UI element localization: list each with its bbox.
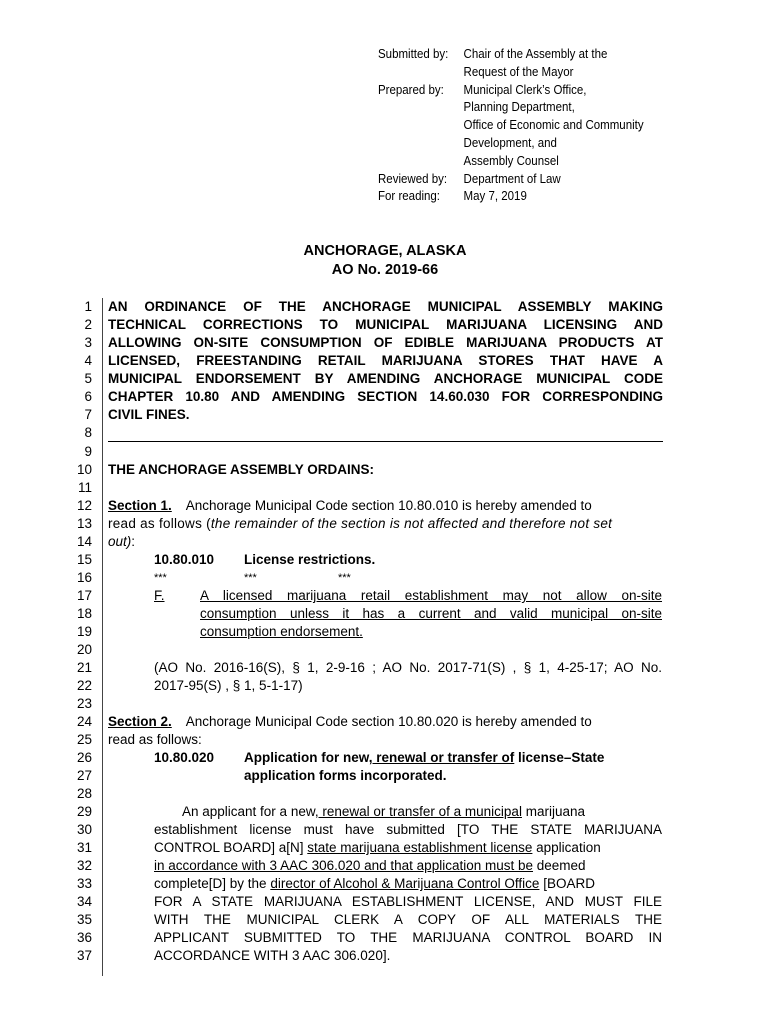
header-value: May 7, 2019: [463, 189, 527, 204]
section-2-paragraph-line: ACCORDANCE WITH 3 AAC 306.020].: [154, 948, 391, 963]
section-2-paragraph-line: WITH THE MUNICIPAL CLERK A COPY OF ALL MATERIALS THE: [154, 912, 662, 927]
header-key: Submitted by:: [378, 47, 449, 61]
line-number: 27: [76, 768, 92, 783]
section-2-code-number: 10.80.020: [154, 750, 215, 765]
line-number: 7: [84, 407, 92, 422]
section-1-line-3: [108, 533, 663, 551]
line-number: 18: [76, 606, 92, 621]
section-2-paragraph-line: [154, 857, 662, 875]
header-value: Planning Department,: [463, 100, 575, 115]
ordinance-caption-line: TECHNICAL CORRECTIONS TO MUNICIPAL MARIJUANA LICENSING AND: [108, 317, 663, 332]
section-1-label: Section 1.: [108, 498, 172, 513]
line-number: 26: [76, 750, 92, 765]
text-run: An applicant for a new: [182, 804, 315, 819]
header-value: Department of Law: [463, 171, 561, 186]
line-number: 13: [76, 516, 92, 531]
ordinance-caption-line: AN ORDINANCE OF THE ANCHORAGE MUNICIPAL ASSEMBLY MAKING: [108, 299, 663, 314]
section-2-paragraph-line: [182, 803, 662, 821]
underlined-text-run: in accordance with 3 AAC 306.020 and that application must be: [154, 858, 533, 873]
header-row: [378, 188, 657, 206]
line-number: 2: [84, 317, 92, 332]
header-key: [378, 153, 464, 171]
line-number-divider: [102, 298, 103, 976]
header-value: Chair of the Assembly at the: [463, 47, 608, 61]
italic-text-run: out): [108, 534, 132, 549]
header-row: [378, 117, 657, 135]
section-1-intro: [108, 497, 663, 515]
line-number: 21: [76, 660, 92, 675]
text-run: deemed: [533, 858, 586, 873]
line-number: 14: [76, 534, 92, 549]
header-value: Municipal Clerk’s Office,: [463, 82, 587, 97]
underlined-text-run: , renewal or transfer of a municipal: [314, 804, 522, 819]
header-row: [378, 135, 657, 153]
line-number: 12: [76, 498, 92, 513]
header-value: Development, and: [463, 135, 557, 150]
line-number: 33: [76, 876, 92, 891]
line-number: 11: [77, 480, 92, 495]
subsection-f-text: A licensed marijuana retail establishment may not allow on-site: [200, 588, 662, 603]
line-number: 4: [84, 353, 92, 368]
section-2-code-title: application forms incorporated.: [244, 768, 447, 783]
header-row: [378, 171, 657, 189]
line-number: 17: [76, 588, 92, 603]
underlined-text-run: , renewal or transfer of: [368, 750, 515, 765]
text-run: :: [131, 534, 136, 549]
header-row: [378, 99, 657, 117]
text-run: Application for new: [244, 750, 369, 765]
section-1-text: Anchorage Municipal Code section 10.80.010 is hereby amended to: [185, 498, 592, 513]
line-number: 24: [76, 714, 92, 729]
subsection-f-text: consumption endorsement.: [200, 624, 363, 639]
caption-divider: [108, 441, 663, 442]
line-number: 19: [76, 624, 92, 639]
header-row: [378, 46, 657, 64]
line-number: 22: [76, 678, 92, 693]
ordinance-caption-line: CHAPTER 10.80 AND AMENDING SECTION 14.60.030 FOR CORRESPONDING: [108, 389, 663, 404]
line-number: 16: [76, 570, 92, 585]
section-1-history: 2017-95(S) , § 1, 5-1-17): [154, 678, 303, 693]
section-2-text: Anchorage Municipal Code section 10.80.020 is hereby amended to: [185, 714, 592, 729]
section-2-paragraph-line: [154, 839, 662, 857]
line-number: 23: [76, 696, 92, 711]
line-number: 31: [76, 840, 92, 855]
section-1-code-title: License restrictions.: [244, 552, 376, 567]
header-key: [378, 64, 464, 82]
text-run: application: [532, 840, 601, 855]
line-number: 29: [76, 804, 92, 819]
header-key: For reading:: [378, 189, 441, 204]
ordinance-caption-line: CIVIL FINES.: [108, 407, 190, 422]
text-run: CONTROL BOARD] a[N]: [154, 840, 308, 855]
submission-header: [378, 46, 657, 206]
text-run: [BOARD: [539, 876, 595, 891]
italic-text-run: the remainder of the section is not affected and therefore not set: [210, 516, 613, 531]
header-value: Assembly Counsel: [463, 153, 559, 168]
subsection-f-label: F.: [154, 588, 165, 603]
section-2-paragraph-line: [154, 875, 662, 893]
section-2-paragraph-line: FOR A STATE MARIJUANA ESTABLISHMENT LICENSE, AND MUST FILE: [154, 894, 662, 909]
header-value: Office of Economic and Community: [463, 118, 644, 133]
underlined-text-run: director of Alcohol & Marijuana Control Office: [270, 876, 540, 891]
ordinance-caption-line: MUNICIPAL ENDORSEMENT BY AMENDING ANCHORAGE MUNICIPAL CODE: [108, 371, 663, 386]
line-number: 34: [76, 894, 92, 909]
line-number: 30: [76, 822, 92, 837]
text-run: license–State: [514, 750, 605, 765]
ordinance-caption-line: ALLOWING ON-SITE CONSUMPTION OF EDIBLE MARIJUANA PRODUCTS AT: [108, 335, 663, 350]
line-number: 20: [76, 642, 92, 657]
section-2-label: Section 2.: [108, 714, 172, 729]
line-number: 36: [76, 930, 92, 945]
text-run: complete[D] by the: [154, 876, 271, 891]
line-number: 37: [76, 948, 92, 963]
section-2-paragraph-line: establishment license must have submitted [TO THE STATE MARIJUANA: [154, 822, 662, 837]
line-number: 6: [84, 389, 92, 404]
header-value: Request of the Mayor: [463, 64, 574, 79]
omission-stars: ***: [338, 572, 351, 584]
header-key: Prepared by:: [378, 82, 444, 97]
underlined-text-run: state marijuana establishment license: [307, 840, 533, 855]
header-row: [378, 153, 657, 171]
line-number: 8: [84, 425, 92, 440]
omission-stars: ***: [154, 572, 167, 584]
text-run: marijuana: [521, 804, 585, 819]
header-key: [378, 99, 464, 117]
section-1-history: (AO No. 2016-16(S), § 1, 2-9-16 ; AO No. 2017-71(S) , § 1, 4-25-17; AO No.: [154, 660, 662, 675]
line-number: 28: [76, 786, 92, 801]
text-run: read as follows (: [108, 516, 211, 531]
line-number: 10: [76, 462, 92, 477]
line-number: 15: [76, 552, 92, 567]
header-key: Reviewed by:: [378, 171, 448, 186]
line-number: 3: [84, 335, 92, 350]
ordinance-caption-line: LICENSED, FREESTANDING RETAIL MARIJUANA STORES THAT HAVE A: [108, 353, 663, 368]
section-2-code-title: [244, 749, 662, 767]
line-number: 35: [76, 912, 92, 927]
subsection-f-text: consumption unless it has a current and valid municipal on-site: [200, 606, 662, 621]
line-number: 5: [84, 371, 92, 386]
section-1-code-number: 10.80.010: [154, 552, 215, 567]
header-key: [378, 117, 464, 135]
line-number: 1: [84, 299, 92, 314]
section-1-line-2: [108, 515, 663, 533]
line-number: 25: [76, 732, 92, 747]
section-2-intro: [108, 713, 663, 731]
document-title-ao-number: AO No. 2019-66: [331, 262, 439, 278]
header-row: [378, 64, 657, 82]
line-number: 32: [76, 858, 92, 873]
header-key: [378, 135, 464, 153]
line-number: 9: [84, 444, 92, 459]
header-row: [378, 82, 657, 100]
document-title-city: ANCHORAGE, ALASKA: [303, 243, 467, 259]
enacting-clause: THE ANCHORAGE ASSEMBLY ORDAINS:: [108, 462, 375, 477]
omission-stars: ***: [244, 572, 257, 584]
section-2-line-2: read as follows:: [108, 732, 202, 747]
section-2-paragraph-line: APPLICANT SUBMITTED TO THE MARIJUANA CONTROL BOARD IN: [154, 930, 662, 945]
